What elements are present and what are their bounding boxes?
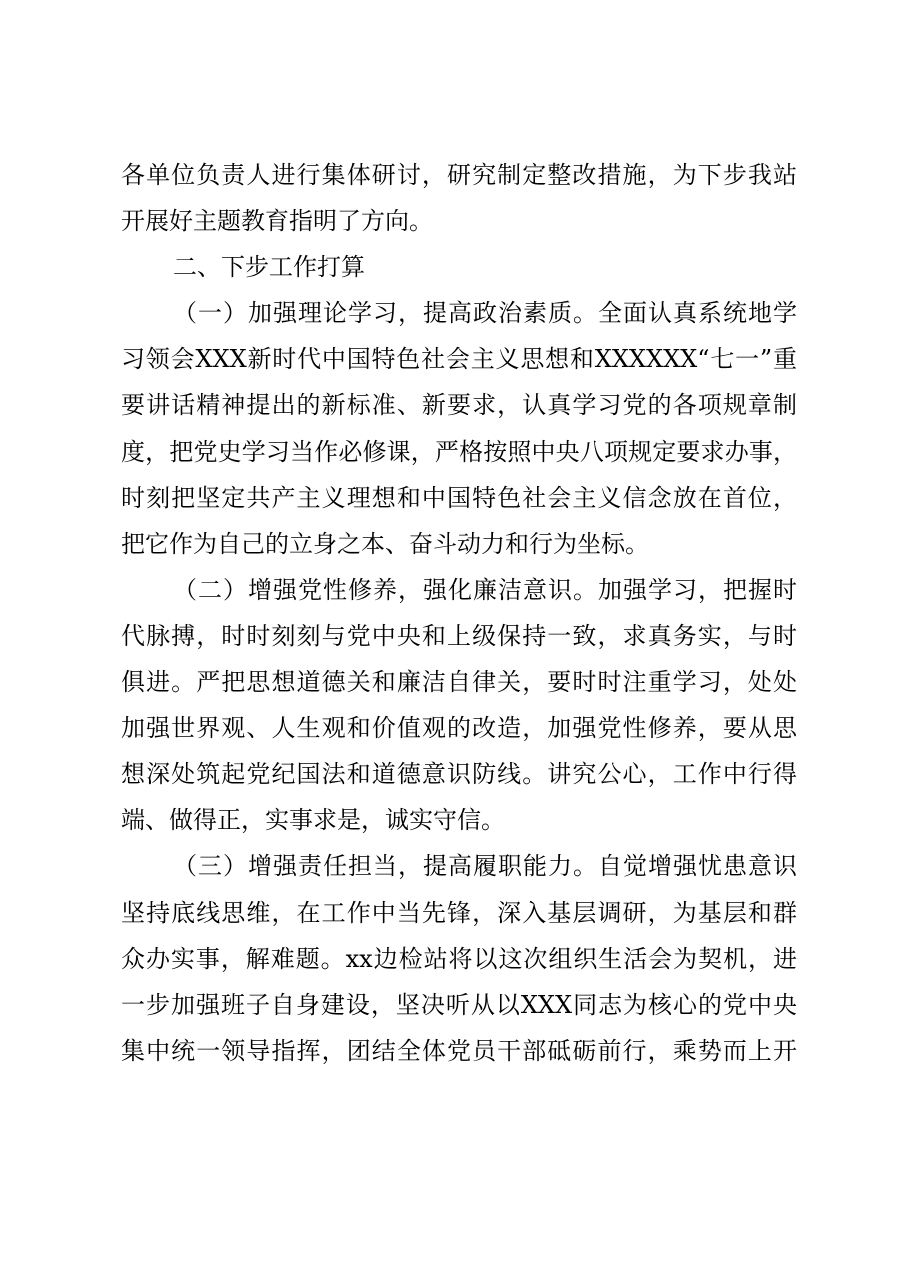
text-line: 各单位负责人进行集体研讨，研究制定整改措施，为下步我站 — [121, 161, 797, 189]
text-line: 一步加强班子自身建设，坚决听从以XXX同志为核心的党中央 — [121, 990, 797, 1019]
text-line: 习领会XXX新时代中国特色社会主义思想和XXXXXX“七一”重 — [121, 345, 797, 374]
text-line: 众办实事，解难题。xx边检站将以这次组织生活会为契机，进 — [121, 944, 797, 973]
paragraph-heading: （一）加强理论学习，提高政治素质。全面认真系统地学 — [173, 299, 797, 328]
paragraph-heading: （二）增强党性修养，强化廉洁意识。加强学习，把握时 — [173, 575, 797, 604]
text-line: 俱进。严把思想道德关和廉洁自律关，要时时注重学习，处处 — [121, 668, 797, 697]
text-line: 集中统一领导指挥，团结全体党员干部砥砺前行，乘势而上开 — [121, 1036, 797, 1065]
text-line: 代脉搏，时时刻刻与党中央和上级保持一致，求真务实，与时 — [121, 621, 797, 650]
document-body — [121, 152, 797, 1074]
section-heading: 二、下步工作打算 — [173, 253, 365, 282]
text-line: 想深处筑起党纪国法和道德意识防线。讲究公心，工作中行得 — [121, 760, 797, 789]
text-line: 坚持底线思维，在工作中当先锋，深入基层调研，为基层和群 — [121, 898, 797, 927]
text-line: 加强世界观、人生观和价值观的改造，加强党性修养，要从思 — [121, 714, 797, 743]
text-line: 要讲话精神提出的新标准、新要求，认真学习党的各项规章制 — [121, 391, 797, 420]
text-line: 开展好主题教育指明了方向。 — [121, 207, 433, 236]
text-line: 时刻把坚定共产主义理想和中国特色社会主义信念放在首位， — [121, 483, 797, 512]
text-line: 端、做得正，实事求是，诚实守信。 — [121, 806, 505, 835]
text-line: 度，把党史学习当作必修课，严格按照中央八项规定要求办事， — [121, 437, 797, 466]
text-line: 把它作为自己的立身之本、奋斗动力和行为坐标。 — [121, 529, 649, 558]
paragraph-heading: （三）增强责任担当，提高履职能力。自觉增强忧患意识 — [173, 852, 797, 881]
